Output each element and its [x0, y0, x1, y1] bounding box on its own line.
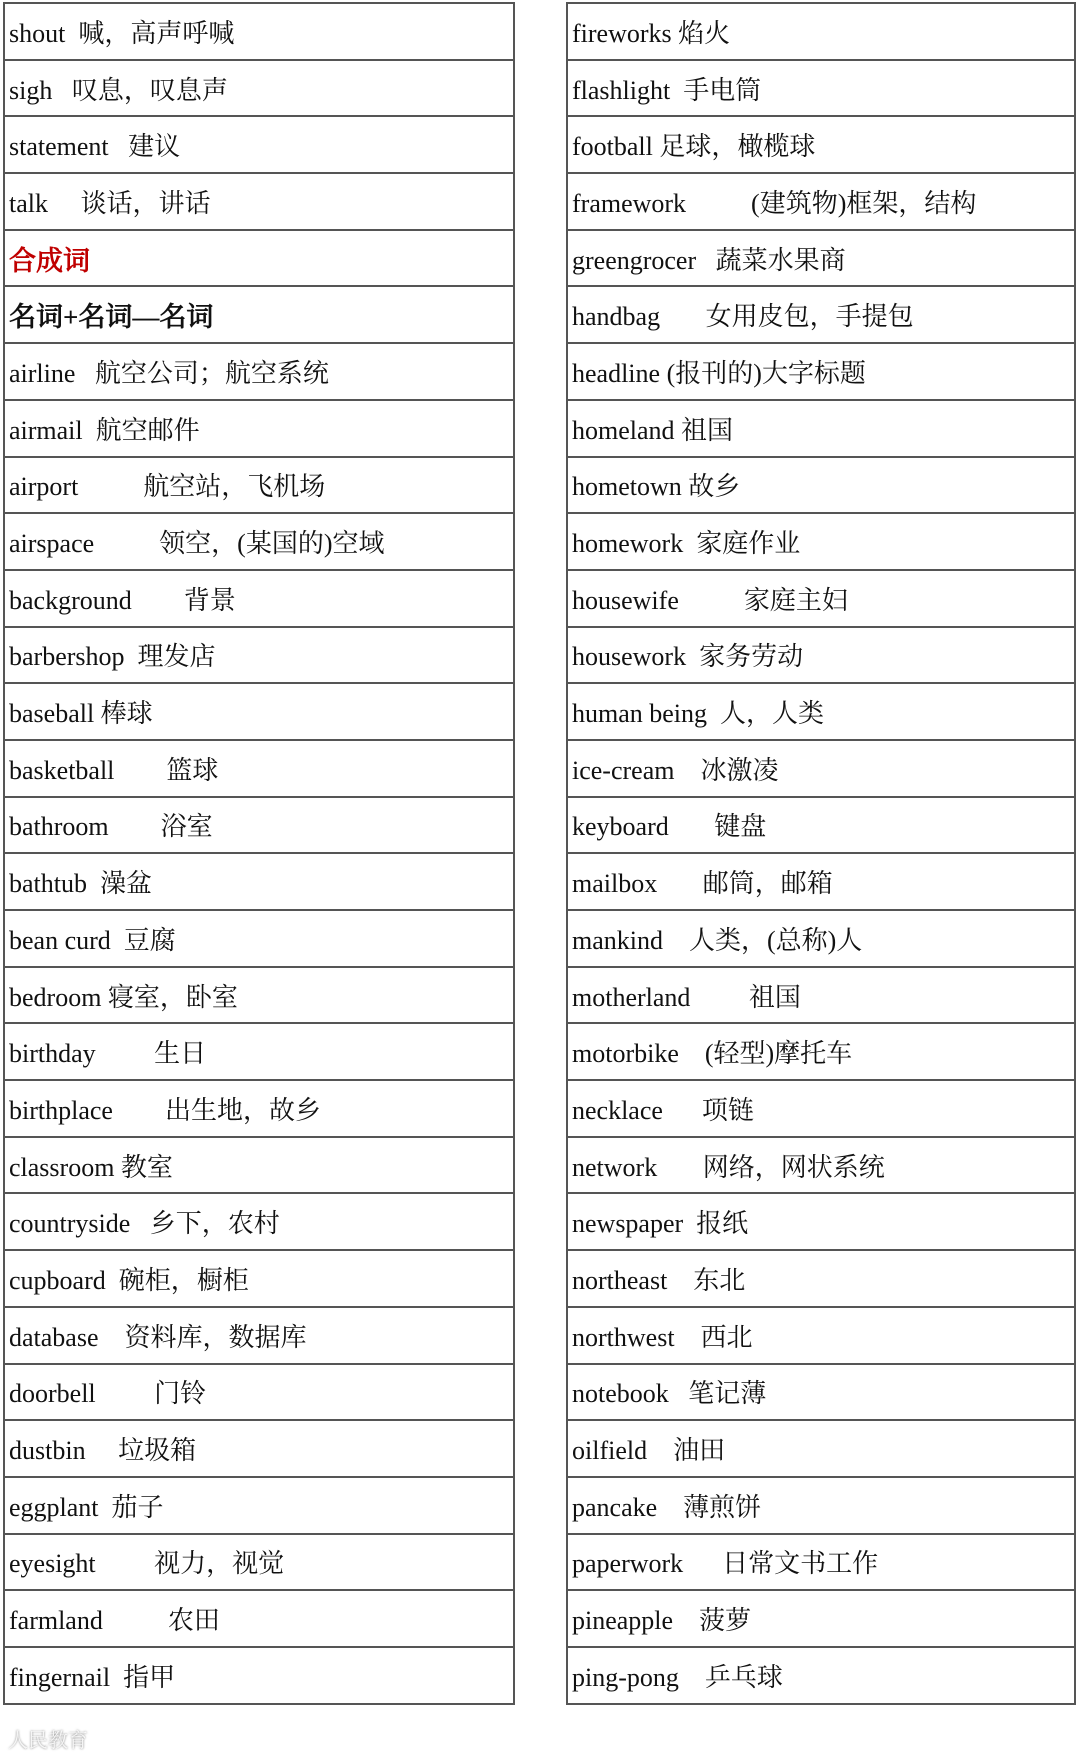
vocab-row — [567, 1137, 1075, 1194]
vocab-entry: birthday 生日 — [4, 1023, 514, 1080]
vocab-row — [567, 457, 1075, 514]
vocab-entry: birthplace 出生地，故乡 — [4, 1080, 514, 1137]
vocab-row — [4, 1364, 514, 1421]
vocab-entry: handbag 女用皮包，手提包 — [567, 286, 1075, 343]
vocab-entry: motorbike (轻型)摩托车 — [567, 1023, 1075, 1080]
vocab-entry: headline (报刊的)大字标题 — [567, 343, 1075, 400]
vocab-entry: countryside 乡下，农村 — [4, 1193, 514, 1250]
vocab-row — [567, 627, 1075, 684]
vocab-row — [4, 343, 514, 400]
vocab-entry: bean curd 豆腐 — [4, 910, 514, 967]
vocab-row — [4, 1250, 514, 1307]
vocab-entry: shout 喊，高声呼喊 — [4, 3, 514, 60]
vocab-row — [4, 1420, 514, 1477]
vocab-entry: housework 家务劳动 — [567, 627, 1075, 684]
vocab-entry: ping-pong 乒乓球 — [567, 1647, 1075, 1704]
vocab-row — [567, 1590, 1075, 1647]
vocab-row — [567, 1193, 1075, 1250]
section-heading: 名词+名词—名词 — [4, 286, 514, 343]
vocab-entry: talk 谈话，讲话 — [4, 173, 514, 230]
vocab-entry: greengrocer 蔬菜水果商 — [567, 230, 1075, 287]
vocab-row — [4, 173, 514, 230]
vocab-row — [567, 683, 1075, 740]
vocab-entry: northeast 东北 — [567, 1250, 1075, 1307]
vocab-row — [4, 1193, 514, 1250]
vocab-row — [4, 1647, 514, 1704]
vocab-row — [567, 910, 1075, 967]
section-heading-row — [4, 286, 514, 343]
vocab-entry: homework 家庭作业 — [567, 513, 1075, 570]
vocab-row — [4, 513, 514, 570]
vocab-entry: oilfield 油田 — [567, 1420, 1075, 1477]
vocab-entry: statement 建议 — [4, 116, 514, 173]
vocab-entry: paperwork 日常文书工作 — [567, 1534, 1075, 1591]
vocab-entry: mankind 人类，(总称)人 — [567, 910, 1075, 967]
vocab-row — [4, 457, 514, 514]
vocab-row — [567, 1080, 1075, 1137]
vocab-row — [567, 570, 1075, 627]
vocab-row — [4, 400, 514, 457]
vocab-entry: football 足球，橄榄球 — [567, 116, 1075, 173]
vocab-row — [567, 1477, 1075, 1534]
vocab-row — [567, 1023, 1075, 1080]
vocab-entry: bathroom 浴室 — [4, 797, 514, 854]
vocab-entry: airspace 领空，(某国的)空域 — [4, 513, 514, 570]
vocab-entry: fingernail 指甲 — [4, 1647, 514, 1704]
vocab-row — [4, 797, 514, 854]
vocab-row — [567, 400, 1075, 457]
vocab-entry: flashlight 手电筒 — [567, 60, 1075, 117]
vocab-entry: northwest 西北 — [567, 1307, 1075, 1364]
vocab-entry: database 资料库，数据库 — [4, 1307, 514, 1364]
vocab-row — [567, 1420, 1075, 1477]
vocab-entry: necklace 项链 — [567, 1080, 1075, 1137]
vocab-entry: newspaper 报纸 — [567, 1193, 1075, 1250]
vocab-entry: classroom 教室 — [4, 1137, 514, 1194]
vocab-entry: homeland 祖国 — [567, 400, 1075, 457]
vocab-row — [567, 740, 1075, 797]
vocab-entry: bedroom 寝室，卧室 — [4, 967, 514, 1024]
vocab-row — [4, 1080, 514, 1137]
vocab-entry: airline 航空公司；航空系统 — [4, 343, 514, 400]
vocab-entry: notebook 笔记薄 — [567, 1364, 1075, 1421]
vocab-row — [4, 116, 514, 173]
vocab-row — [4, 627, 514, 684]
vocab-entry: background 背景 — [4, 570, 514, 627]
vocab-entry: ice-cream 冰激凌 — [567, 740, 1075, 797]
vocab-entry: eggplant 茄子 — [4, 1477, 514, 1534]
vocab-row — [4, 683, 514, 740]
vocab-row — [4, 967, 514, 1024]
vocab-row — [4, 1137, 514, 1194]
vocab-row — [567, 173, 1075, 230]
vocab-row — [567, 1250, 1075, 1307]
vocab-row — [4, 1477, 514, 1534]
vocab-row — [567, 286, 1075, 343]
vocab-entry: mailbox 邮筒，邮箱 — [567, 853, 1075, 910]
section-heading: 合成词 — [4, 230, 514, 287]
vocab-entry: pancake 薄煎饼 — [567, 1477, 1075, 1534]
vocab-entry: airmail 航空邮件 — [4, 400, 514, 457]
vocab-row — [567, 1307, 1075, 1364]
vocab-entry: dustbin 垃圾箱 — [4, 1420, 514, 1477]
vocab-entry: bathtub 澡盆 — [4, 853, 514, 910]
vocab-row — [567, 853, 1075, 910]
vocab-entry: doorbell 门铃 — [4, 1364, 514, 1421]
section-heading-row — [4, 230, 514, 287]
vocab-row — [4, 910, 514, 967]
vocab-row — [4, 1534, 514, 1591]
vocab-entry: framework (建筑物)框架，结构 — [567, 173, 1075, 230]
vocab-entry: keyboard 键盘 — [567, 797, 1075, 854]
vocab-entry: farmland 农田 — [4, 1590, 514, 1647]
vocab-row — [567, 3, 1075, 60]
vocab-entry: barbershop 理发店 — [4, 627, 514, 684]
vocab-entry: cupboard 碗柜，橱柜 — [4, 1250, 514, 1307]
vocab-row — [567, 1647, 1075, 1704]
vocab-entry: airport 航空站，飞机场 — [4, 457, 514, 514]
vocab-row — [567, 343, 1075, 400]
vocab-entry: network 网络，网状系统 — [567, 1137, 1075, 1194]
vocab-row — [567, 513, 1075, 570]
vocab-entry: hometown 故乡 — [567, 457, 1075, 514]
vocab-row — [567, 1364, 1075, 1421]
vocab-entry: basketball 篮球 — [4, 740, 514, 797]
vocab-entry: human being 人，人类 — [567, 683, 1075, 740]
vocab-row — [4, 3, 514, 60]
vocab-row — [4, 1023, 514, 1080]
vocab-entry: housewife 家庭主妇 — [567, 570, 1075, 627]
vocab-row — [4, 740, 514, 797]
watermark: 人民教育 — [8, 1730, 88, 1752]
vocab-row — [4, 570, 514, 627]
right-vocabulary-table — [566, 2, 1076, 1705]
vocab-entry: pineapple 菠萝 — [567, 1590, 1075, 1647]
vocab-entry: fireworks 焰火 — [567, 3, 1075, 60]
vocab-row — [567, 967, 1075, 1024]
vocab-row — [4, 1307, 514, 1364]
vocab-row — [4, 853, 514, 910]
vocab-entry: motherland 祖国 — [567, 967, 1075, 1024]
vocab-entry: eyesight 视力，视觉 — [4, 1534, 514, 1591]
vocab-row — [567, 1534, 1075, 1591]
vocab-row — [4, 60, 514, 117]
left-vocabulary-table — [3, 2, 515, 1705]
vocab-row — [567, 797, 1075, 854]
vocab-entry: sigh 叹息，叹息声 — [4, 60, 514, 117]
vocab-row — [4, 1590, 514, 1647]
vocab-row — [567, 230, 1075, 287]
vocab-row — [567, 60, 1075, 117]
vocab-entry: baseball 棒球 — [4, 683, 514, 740]
vocab-row — [567, 116, 1075, 173]
